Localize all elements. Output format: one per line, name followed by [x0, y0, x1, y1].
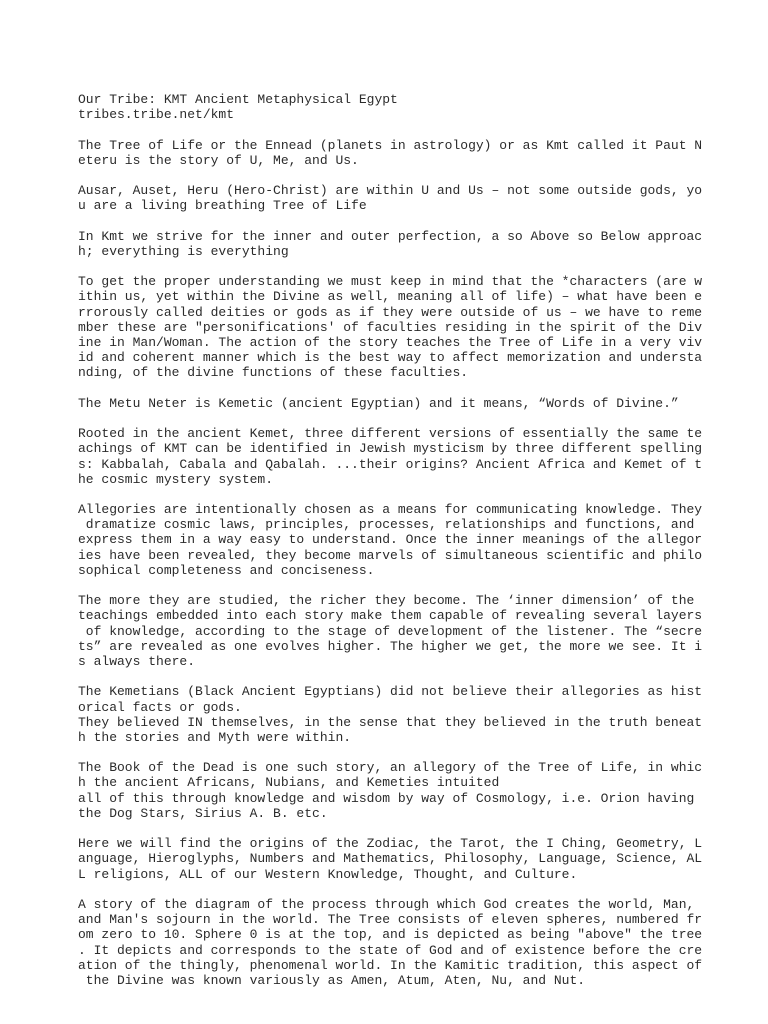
text-line: orical facts or gods.	[78, 699, 242, 715]
text-line: ation of the thingly, phenomenal world. In the Kamitic tradition, this aspect of	[78, 957, 703, 973]
text-line: express them in a way easy to understand. Once the inner meanings of the allegor	[78, 532, 703, 548]
text-line: Rooted in the ancient Kemet, three different versions of essentially the same te	[78, 426, 703, 442]
text-line: Here we will find the origins of the Zodiac, the Tarot, the I Ching, Geometry, L	[78, 836, 703, 852]
document-page	[78, 92, 718, 1003]
paragraph	[78, 138, 718, 168]
text-line: L religions, ALL of our Western Knowledge, Thought, and Culture.	[78, 866, 578, 882]
paragraph	[78, 502, 718, 578]
paragraph	[78, 684, 718, 745]
text-line: In Kmt we strive for the inner and outer perfection, a so Above so Below approac	[78, 228, 703, 244]
text-line: tribes.tribe.net/kmt	[78, 107, 235, 123]
paragraph	[78, 593, 718, 669]
text-line: ine in Man/Woman. The action of the story teaches the Tree of Life in a very viv	[78, 335, 703, 350]
paragraph	[78, 760, 718, 821]
text-line: he cosmic mystery system.	[78, 471, 274, 487]
text-line: To get the proper understanding we must keep in mind that the *characters (are w	[78, 274, 703, 290]
paragraph	[78, 836, 718, 882]
paragraph	[78, 92, 718, 122]
text-line: Ausar, Auset, Heru (Hero-Christ) are within U and Us – not some outside gods, yo	[78, 183, 703, 199]
text-line: dramatize cosmic laws, principles, processes, relationships and functions, and	[78, 517, 695, 533]
text-line: rrorously called deities or gods as if they were outside of us – we have to reme	[78, 304, 703, 320]
text-line: . It depicts and corresponds to the state of God and of existence before the cre	[78, 942, 703, 958]
text-line: The more they are studied, the richer they become. The ‘inner dimension’ of the	[78, 593, 695, 609]
text-line: Allegories are intentionally chosen as a means for communicating knowledge. They	[78, 502, 703, 518]
text-line: mber these are "personifications' of faculties residing in the spirit of the Div	[78, 319, 703, 335]
text-line: id and coherent manner which is the best way to affect memorization and understa	[78, 350, 703, 366]
text-line: h the ancient Africans, Nubians, and Kemeties intuited	[78, 775, 500, 791]
text-line: The Book of the Dead is one such story, an allegory of the Tree of Life, in whic	[78, 760, 703, 776]
text-line: s: Kabbalah, Cabala and Qabalah. ...their origins? Ancient Africa and Kemet of t	[78, 456, 703, 472]
text-line: and Man's sojourn in the world. The Tree consists of eleven spheres, numbered fr	[78, 912, 703, 928]
paragraph	[78, 183, 718, 213]
text-line: achings of KMT can be identified in Jewish mysticism by three different spelling	[78, 441, 703, 457]
text-line: The Tree of Life or the Ennead (planets in astrology) or as Kmt called it Paut N	[78, 137, 703, 153]
text-line: teachings embedded into each story make them capable of revealing several layers	[78, 608, 703, 624]
text-line: h the stories and Myth were within.	[78, 729, 352, 745]
text-line: ies have been revealed, they become marvels of simultaneous scientific and philo	[78, 547, 703, 563]
text-line: The Metu Neter is Kemetic (ancient Egyptian) and it means, “Words of Divine.”	[78, 395, 679, 411]
text-line: of knowledge, according to the stage of development of the listener. The “secre	[78, 623, 703, 639]
text-line: eteru is the story of U, Me, and Us.	[78, 152, 359, 168]
text-line: the Divine was known variously as Amen, Atum, Aten, Nu, and Nut.	[78, 972, 586, 988]
text-line: anguage, Hieroglyphs, Numbers and Mathematics, Philosophy, Language, Science, AL	[78, 851, 703, 867]
text-line: ts” are revealed as one evolves higher. The higher we get, the more we see. It i	[78, 638, 703, 654]
paragraph	[78, 396, 718, 411]
text-line: nding, of the divine functions of these faculties.	[78, 365, 469, 381]
text-line: all of this through knowledge and wisdom by way of Cosmology, i.e. Orion having	[78, 790, 695, 806]
text-line: sophical completeness and conciseness.	[78, 562, 375, 578]
text-line: h; everything is everything	[78, 243, 289, 259]
text-line: u are a living breathing Tree of Life	[78, 198, 367, 214]
text-line: om zero to 10. Sphere 0 is at the top, and is depicted as being "above" the tree	[78, 927, 703, 943]
text-line: They believed IN themselves, in the sense that they believed in the truth beneat	[78, 714, 703, 730]
text-line: the Dog Stars, Sirius A. B. etc.	[78, 805, 328, 821]
text-line: ithin us, yet within the Divine as well, meaning all of life) – what have been e	[78, 289, 703, 305]
paragraph	[78, 897, 718, 988]
text-line: Our Tribe: KMT Ancient Metaphysical Egypt	[78, 92, 398, 107]
text-line: s always there.	[78, 653, 196, 669]
paragraph	[78, 274, 718, 380]
text-line: A story of the diagram of the process through which God creates the world, Man,	[78, 896, 695, 912]
paragraph	[78, 229, 718, 259]
text-line: The Kemetians (Black Ancient Egyptians) did not believe their allegories as hist	[78, 684, 703, 700]
paragraph	[78, 426, 718, 487]
